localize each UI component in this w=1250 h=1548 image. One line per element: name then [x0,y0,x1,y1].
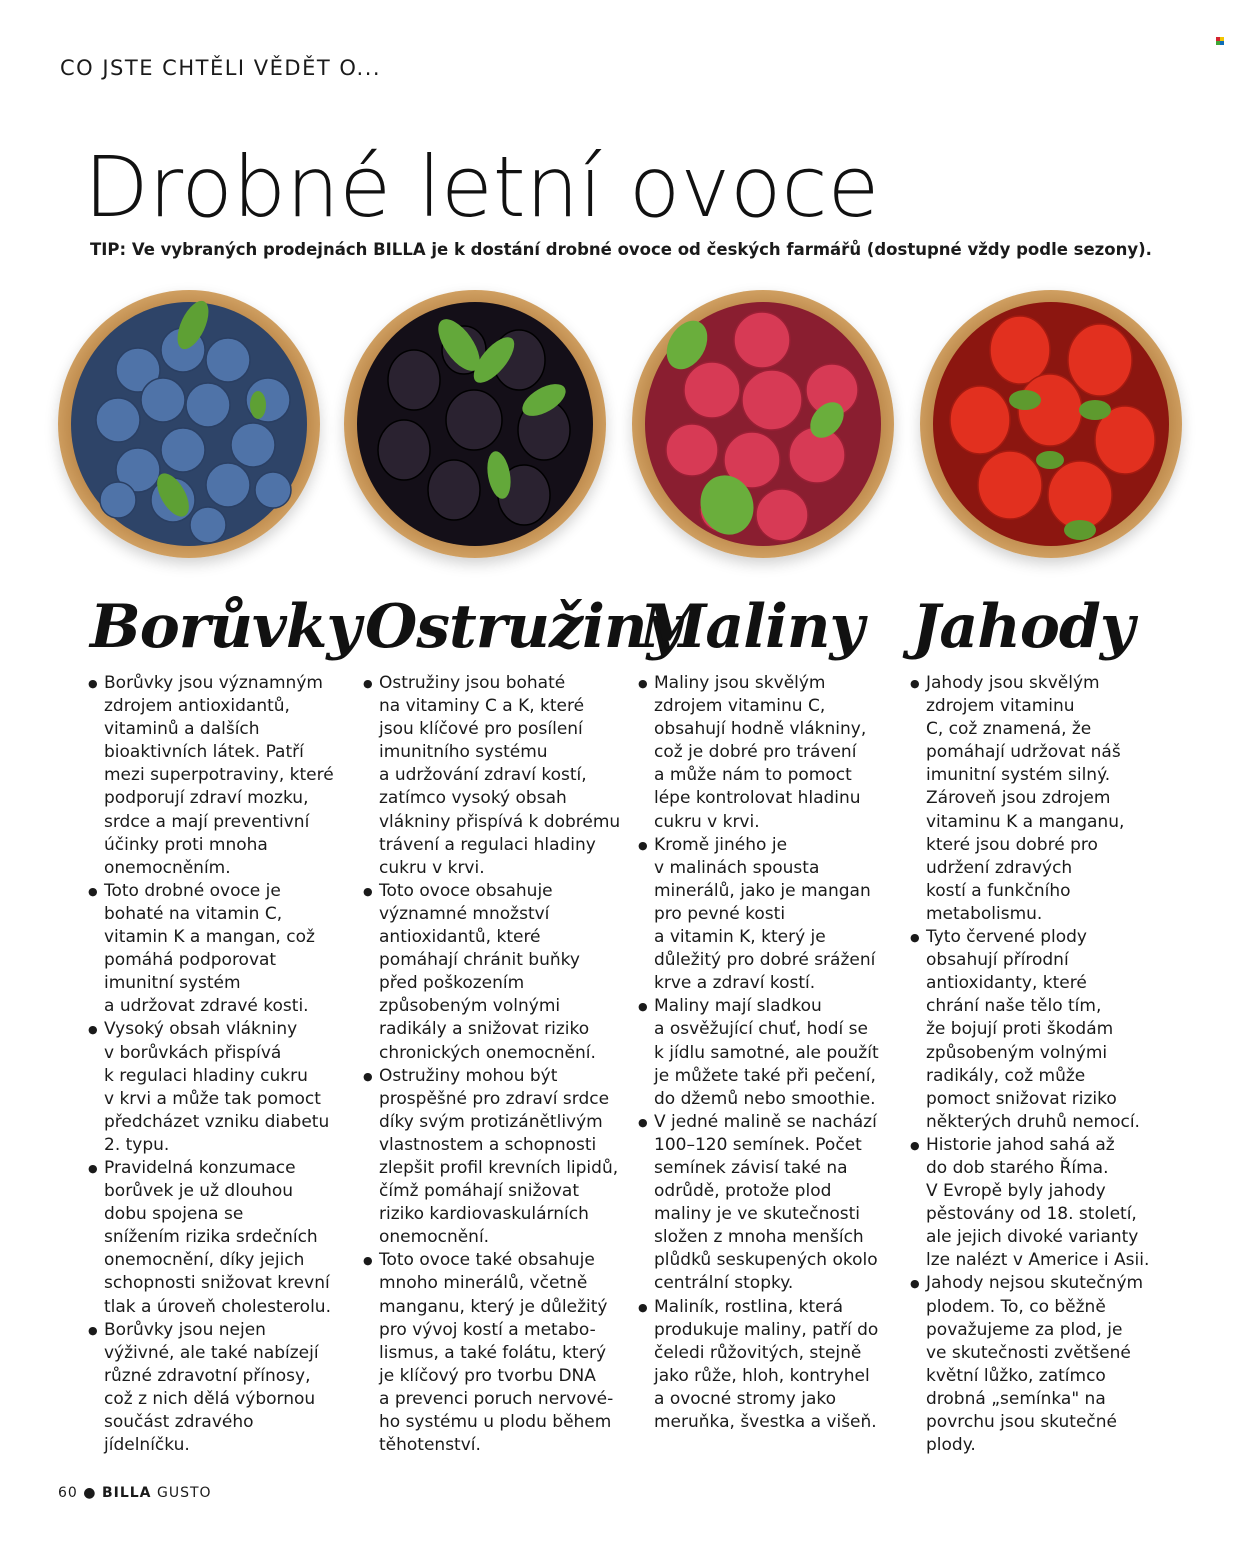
bullet-line: jako růže, hloh, kontryhel [654,1365,870,1386]
bullet-line: antioxidanty, které [926,973,1087,994]
bullet-line: ho systému u plodu během [379,1412,612,1432]
bullet-line: Borůvky jsou významným [104,673,323,693]
bullet-line: obsahují přírodní [926,950,1069,971]
bullet-line: Zároveň jsou zdrojem [926,788,1111,809]
bullet-line: je klíčový pro tvorbu DNA [379,1365,596,1386]
bullet-line: složen z mnoha menších [654,1227,864,1248]
bullet-line: metabolismu. [926,903,1043,924]
bullet-line: vitaminu K a manganu, [926,811,1125,832]
bullet-line: V Evropě byly jahody [926,1181,1106,1202]
bullet-line: Vysoký obsah vlákniny [104,1019,298,1040]
bullet-line: pro vývoj kostí a metabo- [379,1319,596,1340]
bullet-line: květní lůžko, zatímco [926,1365,1106,1386]
bullet-item [90,1018,360,1157]
bullet-line: onemocnění. [379,1227,490,1248]
bullet-line: chrání naše tělo tím, [926,996,1102,1017]
bullet-item [640,834,879,996]
bullet-item [90,880,360,1019]
bullet-line: krve a zdraví kostí. [654,973,816,994]
list-boruvky [90,672,360,1457]
bullet-line: zdrojem vitaminu C, [654,696,826,717]
bullet-line: onemocněním. [104,857,231,878]
bullet-line: a udržovat zdravé kosti. [104,996,309,1017]
bullet-line: jsou klíčové pro posílení [379,719,583,740]
bullet-line: drobná „semínka" na [926,1388,1106,1409]
bullet-line: plůdků seskupených okolo [654,1250,878,1271]
bullet-item [365,880,680,1065]
bullet-line: 100–120 semínek. Počet [654,1134,862,1155]
bullet-line: a vitamin K, který je [654,927,826,948]
page-number: 60 [58,1485,78,1501]
bullet-line: onemocnění, díky jejich [104,1250,305,1271]
bullet-line: vitamin K a mangan, což [104,927,315,948]
bullet-line: radikály a snižovat riziko [379,1019,590,1040]
bullet-line: prospěšné pro zdraví srdce [379,1088,610,1109]
bullet-line: V jedné malině se nachází [654,1111,877,1132]
bullet-line: Maliny mají sladkou [654,996,822,1017]
bullet-line: imunitní systém [104,973,241,994]
bullet-line: předcházet vzniku diabetu [104,1111,330,1132]
bullet-line: imunitní systém silný. [926,765,1111,786]
bullet-line: povrchu jsou skutečné [926,1412,1117,1432]
bullet-line: riziko kardiovaskulárních [379,1204,589,1225]
bullet-line: je můžete také při pečení, [654,1065,876,1086]
bullet-line: čeledi růžovitých, stejně [654,1342,862,1363]
bullet-line: což je dobré pro trávení [654,742,857,763]
bullet-line: a osvěžující chuť, hodí se [654,1019,868,1040]
bullet-line: že bojují proti škodám [926,1019,1114,1040]
bullet-line: zlepšit profil krevních lipidů, [379,1157,619,1178]
tip-text: TIP: Ve vybraných prodejnách BILLA je k dostání drobné ovoce od českých farmářů (dostupné vždy podle sezony). [90,240,1152,259]
bullet-item [365,672,680,880]
bullet-line: ve skutečnosti zvětšené [926,1342,1131,1363]
bullet-line: Toto ovoce obsahuje [379,880,553,901]
bullet-item [640,995,879,1110]
bullet-line: maliny je ve skutečnosti [654,1204,861,1225]
list-ostruziny [365,672,680,1457]
footer [58,1485,212,1501]
bullet-line: semínek závisí také na [654,1157,848,1178]
bullet-item [912,1272,1149,1457]
bullet-line: podporují zdraví mozku, [104,788,309,809]
bullet-line: plodem. To, co běžně [926,1296,1106,1317]
bullet-line: Jahody jsou skvělým [926,673,1100,693]
bullet-line: produkuje maliny, patří do [654,1319,879,1340]
heading-jahody: Jahody [912,592,1134,662]
bullet-line: tlak a úroveň cholesterolu. [104,1296,331,1317]
list-jahody [912,672,1149,1457]
bullet-line: kostí a funkčního [926,880,1071,901]
bullet-line: což z nich dělá výbornou [104,1388,316,1409]
bullet-line: zdrojem vitaminu [926,696,1075,717]
bullet-line: a může nám to pomoct [654,765,852,786]
bullet-line: trávení a regulaci hladiny [379,834,596,855]
bullet-line: vitaminů a dalších [104,719,260,740]
bullet-line: do džemů nebo smoothie. [654,1088,876,1109]
bullet-line: výživné, ale také nabízejí [104,1342,319,1363]
bullet-line: cukru v krvi. [379,857,485,878]
bullet-line: k jídlu samotné, ale použít [654,1042,879,1063]
bullet-line: Jahody nejsou skutečným [926,1273,1144,1294]
bullet-line: a prevenci poruch nervové- [379,1388,614,1409]
bullet-line: Toto drobné ovoce je [104,880,281,901]
bullet-line: plody. [926,1435,976,1456]
bullet-line: některých druhů nemocí. [926,1111,1140,1132]
bullet-line: součást zdravého [104,1412,254,1432]
bullet-line: chronických onemocnění. [379,1042,596,1063]
bullet-line: dobu spojena se [104,1204,244,1225]
bullet-line: Pravidelná konzumace [104,1157,296,1178]
footer-dot: ● [83,1485,97,1501]
bullet-item [90,1157,360,1319]
bullet-line: antioxidantů, které [379,927,541,948]
bullet-line: centrální stopky. [654,1273,794,1294]
bullet-line: do dob starého Říma. [926,1157,1109,1178]
bullet-line: odrůdě, protože plod [654,1181,832,1202]
bullet-line: snížením rizika srdečních [104,1227,318,1248]
heading-ostruziny: Ostružiny [365,592,681,662]
bullet-line: Maliník, rostlina, která [654,1296,844,1317]
bullet-line: Historie jahod sahá až [926,1134,1115,1155]
bullet-item [90,1319,360,1458]
bullet-line: které jsou dobré pro [926,834,1098,855]
blueberry-bowl-image [58,290,320,558]
column-boruvky [90,582,360,1457]
bullet-item [365,1065,680,1250]
bullet-item [90,672,360,880]
bullet-line: meruňka, švestka a višeň. [654,1412,877,1432]
bullet-line: bioaktivních látek. Patří [104,742,304,763]
footer-brand: BILLA [101,1485,152,1501]
bullet-line: těhotenství. [379,1435,481,1456]
bullet-line: pěstovány od 18. století, [926,1204,1137,1225]
bullet-line: manganu, který je důležitý [379,1296,608,1317]
bullet-line: schopnosti snižovat krevní [104,1273,330,1294]
bullet-line: pomoct snižovat riziko [926,1088,1117,1109]
bullet-line: Ostružiny mohou být [379,1065,558,1086]
bullet-line: vlákniny přispívá k dobrému [379,811,621,832]
bullet-line: čímž pomáhají snižovat [379,1181,579,1202]
column-maliny [640,582,879,1434]
list-maliny [640,672,879,1434]
bullet-item [365,1249,680,1457]
bullet-line: pomáhá podporovat [104,950,277,971]
bullet-line: udržení zdravých [926,857,1073,878]
page-title: Drobné letní ovoce [84,138,880,236]
column-jahody [912,582,1149,1457]
bullet-line: způsobeným volnými [379,996,561,1017]
kicker: CO JSTE CHTĚLI VĚDĚT O... [60,56,382,80]
bullet-line: pro pevné kosti [654,903,786,924]
bullet-item [640,672,879,834]
bullet-line: Maliny jsou skvělým [654,673,826,693]
bullet-line: pomáhají chránit buňky [379,950,580,971]
bullet-line: Kromě jiného je [654,834,788,855]
bullet-line: mnoho minerálů, včetně [379,1273,588,1294]
bullet-line: v malinách spousta [654,857,820,878]
column-ostruziny [365,582,680,1457]
corner-mark [1216,30,1224,38]
bullet-line: vlastnostem a schopnosti [379,1134,597,1155]
bullet-line: a udržování zdraví kostí, [379,765,587,786]
bullet-item [912,672,1149,926]
bullet-line: lismus, a také folátu, který [379,1342,607,1363]
bullet-line: Tyto červené plody [926,927,1087,948]
bullet-line: díky svým protizánětlivým [379,1111,603,1132]
bullet-item [640,1296,879,1435]
heading-maliny: Maliny [640,592,864,662]
bullet-line: významné množství [379,903,550,924]
bullet-item [912,926,1149,1134]
bullet-line: a ovocné stromy jako [654,1388,837,1409]
bullet-line: jídelníčku. [104,1435,190,1456]
bullet-line: Borůvky jsou nejen [104,1319,266,1340]
bullet-line: Toto ovoce také obsahuje [379,1250,595,1271]
strawberry-bowl-image [920,290,1182,558]
bullet-line: ale jejich divoké varianty [926,1227,1139,1248]
bullet-line: různé zdravotní přínosy, [104,1365,311,1386]
bullet-line: srdce a mají preventivní [104,811,310,832]
bullet-line: v krvi a může tak pomoct [104,1088,321,1109]
bullet-line: Ostružiny jsou bohaté [379,673,566,693]
bullet-line: zdrojem antioxidantů, [104,696,290,717]
bullet-line: cukru v krvi. [654,811,760,832]
bullet-line: obsahují hodně vlákniny, [654,719,867,740]
bullet-line: borůvek je už dlouhou [104,1181,294,1202]
bullet-line: v borůvkách přispívá [104,1042,282,1063]
bullet-line: považujeme za plod, je [926,1319,1123,1340]
bullet-line: C, což znamená, že [926,719,1092,740]
bullet-line: účinky proti mnoha [104,834,268,855]
bullet-line: mezi superpotraviny, které [104,765,334,786]
bullet-line: před poškozením [379,973,525,994]
bullet-item [912,1134,1149,1273]
bullet-line: 2. typu. [104,1134,170,1155]
bullet-line: bohaté na vitamin C, [104,903,283,924]
bullet-line: důležitý pro dobré srážení [654,950,876,971]
bullet-line: lze nalézt v Americe i Asii. [926,1250,1150,1271]
bullet-line: zatímco vysoký obsah [379,788,567,809]
heading-boruvky: Borůvky [90,592,361,662]
bullet-line: minerálů, jako je mangan [654,880,871,901]
bullet-item [640,1111,879,1296]
bullet-line: způsobeným volnými [926,1042,1108,1063]
blackberry-bowl-image [344,290,606,558]
raspberry-bowl-image [632,290,894,558]
bullet-line: lépe kontrolovat hladinu [654,788,861,809]
bullet-line: na vitaminy C a K, které [379,696,585,717]
bullet-line: imunitního systému [379,742,548,763]
footer-magazine: GUSTO [156,1485,212,1501]
bullet-line: radikály, což může [926,1065,1086,1086]
bullet-line: pomáhají udržovat náš [926,742,1121,763]
bullet-line: k regulaci hladiny cukru [104,1065,308,1086]
